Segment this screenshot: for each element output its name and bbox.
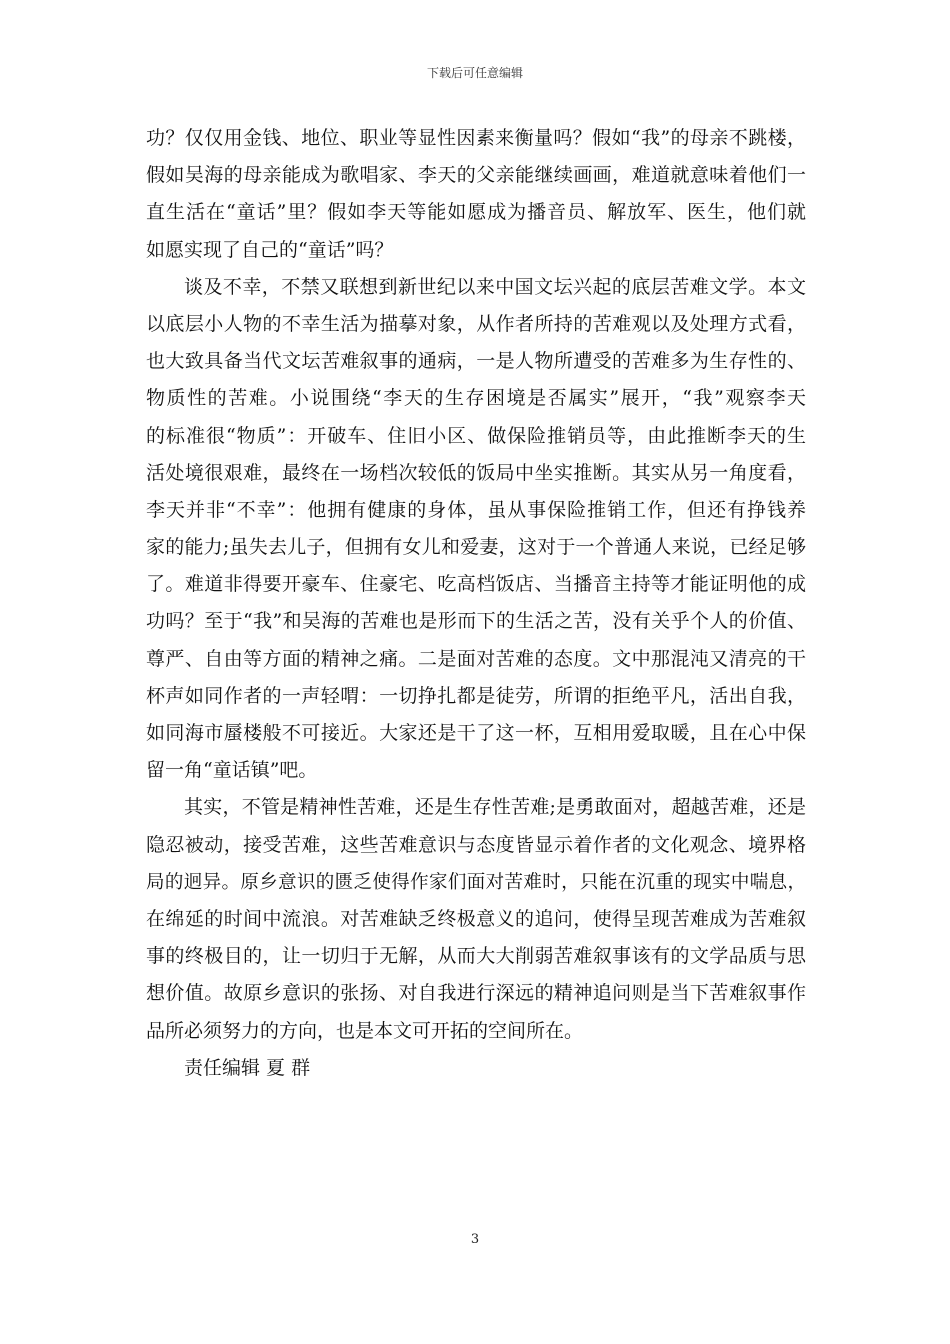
text-line: 如同海市蜃楼般不可接近。大家还是干了这一杯，互相用爱取暖，且在心中保 [146, 722, 806, 744]
text-line: 也大致具备当代文坛苦难叙事的通病，一是人物所遭受的苦难多为生存性的、 [146, 350, 806, 373]
text-line: 其实，不管是精神性苦难，还是生存性苦难;是勇敢面对，超越苦难，还是 [184, 796, 806, 819]
text-line: 谈及不幸，不禁又联想到新世纪以来中国文坛兴起的底层苦难文学。本文 [184, 275, 806, 298]
page-number: 3 [470, 1232, 480, 1247]
text-line: 功吗？至于“我”和吴海的苦难也是形而下的生活之苦，没有关乎个人的价值、 [146, 610, 806, 633]
text-line: 品所必须努力的方向，也是本文可开拓的空间所在。 [146, 1019, 584, 1042]
text-line: 功？仅仅用金钱、地位、职业等显性因素来衡量吗？假如“我”的母亲不跳楼， [146, 127, 806, 149]
text-line: 留一角“童话镇”吧。 [146, 759, 318, 782]
paragraph-3 [146, 789, 806, 1049]
page-header: 下载后可任意编辑 [426, 66, 523, 80]
text-line: 直生活在“童话”里？假如李天等能如愿成为播音员、解放军、医生，他们就 [146, 201, 806, 224]
text-line: 物质性的苦难。小说围绕“李天的生存困境是否属实”展开，“我”观察李天 [146, 387, 806, 410]
text-line: 杯声如同作者的一声轻喟：一切挣扎都是徒劳，所谓的拒绝平凡，活出自我， [146, 684, 806, 707]
text-line: 想价值。故原乡意识的张扬、对自我进行深远的精神追问则是当下苦难叙事作 [146, 982, 806, 1005]
text-line: 隐忍被动，接受苦难，这些苦难意识与态度皆显示着作者的文化观念、境界格 [146, 833, 806, 856]
text-line: 尊严、自由等方面的精神之痛。二是面对苦难的态度。文中那混沌又清亮的干 [146, 647, 806, 670]
text-line: 事的终极目的，让一切归于无解，从而大大削弱苦难叙事该有的文学品质与思 [146, 945, 806, 968]
text-line: 在绵延的时间中流浪。对苦难缺乏终极意义的追问，使得呈现苦难成为苦难叙 [146, 907, 806, 930]
editor-credit: 责任编辑 夏 群 [184, 1056, 311, 1079]
text-line: 活处境很艰难，最终在一场档次较低的饭局中坐实推断。其实从另一角度看， [146, 461, 806, 484]
paragraph-2 [146, 269, 806, 790]
text-line: 假如吴海的母亲能成为歌唱家、李天的父亲能继续画画，难道就意味着他们一 [146, 164, 806, 187]
article-body [146, 120, 806, 1087]
text-line: 的标准很“物质”：开破车、住旧小区、做保险推销员等，由此推断李天的生 [146, 424, 806, 447]
paragraph-1 [146, 120, 806, 269]
text-line: 以底层小人物的不幸生活为描摹对象，从作者所持的苦难观以及处理方式看， [146, 312, 806, 335]
text-line: 李天并非“不幸”：他拥有健康的身体，虽从事保险推销工作，但还有挣钱养 [146, 498, 806, 521]
text-line: 局的迥异。原乡意识的匮乏使得作家们面对苦难时，只能在沉重的现实中喘息， [146, 871, 806, 893]
text-line: 了。难道非得要开豪车、住豪宅、吃高档饭店、当播音主持等才能证明他的成 [146, 573, 806, 596]
text-line: 如愿实现了自己的“童话”吗？ [146, 238, 394, 261]
text-line: 家的能力;虽失去儿子，但拥有女儿和爱妻，这对于一个普通人来说，已经足够 [146, 536, 806, 559]
